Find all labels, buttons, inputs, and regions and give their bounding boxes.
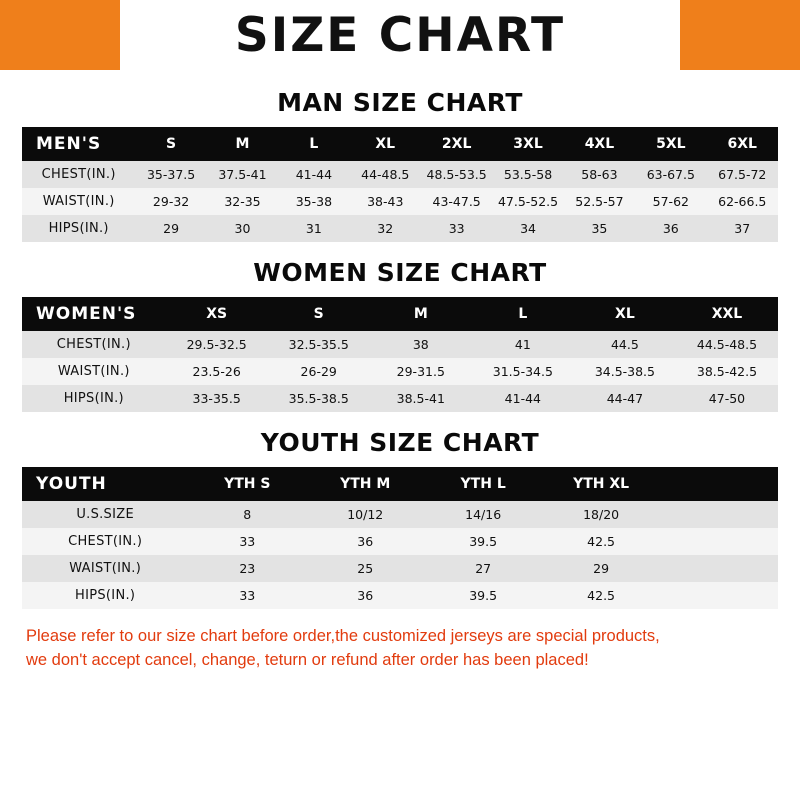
table-cell: 41-44	[472, 385, 574, 412]
table-cell: 35-38	[278, 188, 349, 215]
column-header: M	[370, 297, 472, 331]
table-cell: 42.5	[542, 528, 660, 555]
table-cell: 44-48.5	[350, 161, 421, 188]
table-cell: 10/12	[306, 501, 424, 528]
chart-content	[0, 70, 800, 800]
column-header: 2XL	[421, 127, 492, 161]
section-title-man: MAN SIZE CHART	[277, 88, 523, 117]
table-cell: 43-47.5	[421, 188, 492, 215]
column-header: YTH L	[424, 467, 542, 501]
table-header-row	[22, 467, 778, 501]
column-header: S	[135, 127, 206, 161]
row-label: WAIST(IN.)	[22, 555, 188, 582]
header-banner	[0, 0, 800, 70]
table-cell: 29	[135, 215, 206, 242]
column-header: MEN'S	[22, 127, 135, 161]
table-cell: 38.5-41	[370, 385, 472, 412]
column-header: L	[472, 297, 574, 331]
banner-left-accent	[0, 0, 120, 70]
table-row	[22, 582, 778, 609]
table-cell: 23.5-26	[166, 358, 268, 385]
table-cell: 57-62	[635, 188, 706, 215]
table-cell: 29-32	[135, 188, 206, 215]
column-header: 5XL	[635, 127, 706, 161]
section-women	[22, 244, 778, 412]
page-title: SIZE CHART	[234, 7, 566, 63]
column-header: XXL	[676, 297, 778, 331]
table-cell: 39.5	[424, 528, 542, 555]
table-row	[22, 385, 778, 412]
section-title-youth: YOUTH SIZE CHART	[260, 428, 540, 457]
table-cell: 44.5	[574, 331, 676, 358]
table-cell: 67.5-72	[707, 161, 778, 188]
column-header: 4XL	[564, 127, 635, 161]
table-cell: 42.5	[542, 582, 660, 609]
table-cell: 38.5-42.5	[676, 358, 778, 385]
table-cell: 35	[564, 215, 635, 242]
table-cell: 52.5-57	[564, 188, 635, 215]
table-cell: 25	[306, 555, 424, 582]
row-label: HIPS(IN.)	[22, 582, 188, 609]
table-cell	[660, 555, 778, 582]
column-header: YTH S	[188, 467, 306, 501]
table-cell: 63-67.5	[635, 161, 706, 188]
table-cell: 29.5-32.5	[166, 331, 268, 358]
column-header: 3XL	[492, 127, 563, 161]
table-man-size	[22, 127, 778, 242]
row-label: WAIST(IN.)	[22, 358, 166, 385]
table-cell: 36	[306, 582, 424, 609]
note-line-2: we don't accept cancel, change, teturn or refund after order has been placed!	[26, 650, 589, 669]
table-youth-size	[22, 467, 778, 609]
table-cell: 27	[424, 555, 542, 582]
column-header: XL	[350, 127, 421, 161]
table-cell: 47-50	[676, 385, 778, 412]
table-row	[22, 188, 778, 215]
table-cell: 48.5-53.5	[421, 161, 492, 188]
table-cell: 62-66.5	[707, 188, 778, 215]
banner-right-accent	[680, 0, 800, 70]
table-cell: 32	[350, 215, 421, 242]
row-label: CHEST(IN.)	[22, 528, 188, 555]
table-row	[22, 331, 778, 358]
table-cell: 32-35	[207, 188, 278, 215]
row-label: CHEST(IN.)	[22, 331, 166, 358]
table-row	[22, 501, 778, 528]
column-header: XL	[574, 297, 676, 331]
table-cell: 29-31.5	[370, 358, 472, 385]
row-label: HIPS(IN.)	[22, 215, 135, 242]
table-cell: 35.5-38.5	[268, 385, 370, 412]
table-cell: 44.5-48.5	[676, 331, 778, 358]
column-header	[660, 467, 778, 501]
table-cell: 41	[472, 331, 574, 358]
column-header: WOMEN'S	[22, 297, 166, 331]
table-header-row	[22, 297, 778, 331]
table-cell: 44-47	[574, 385, 676, 412]
table-cell: 33	[421, 215, 492, 242]
note-line-1: Please refer to our size chart before order,the customized jerseys are special products,	[26, 627, 660, 645]
table-cell: 53.5-58	[492, 161, 563, 188]
column-header: 6XL	[707, 127, 778, 161]
table-cell: 35-37.5	[135, 161, 206, 188]
table-row	[22, 161, 778, 188]
section-title-women: WOMEN SIZE CHART	[253, 258, 547, 287]
table-cell: 37.5-41	[207, 161, 278, 188]
table-cell: 41-44	[278, 161, 349, 188]
table-cell: 23	[188, 555, 306, 582]
table-cell: 33-35.5	[166, 385, 268, 412]
column-header: YOUTH	[22, 467, 188, 501]
table-cell: 18/20	[542, 501, 660, 528]
column-header: YTH XL	[542, 467, 660, 501]
order-policy-note	[22, 625, 778, 673]
column-header: YTH M	[306, 467, 424, 501]
table-cell: 34	[492, 215, 563, 242]
table-row	[22, 528, 778, 555]
table-cell: 39.5	[424, 582, 542, 609]
table-row	[22, 555, 778, 582]
table-cell: 38	[370, 331, 472, 358]
row-label: CHEST(IN.)	[22, 161, 135, 188]
section-man	[22, 74, 778, 242]
table-cell	[660, 528, 778, 555]
table-women-size	[22, 297, 778, 412]
table-cell: 26-29	[268, 358, 370, 385]
table-cell: 47.5-52.5	[492, 188, 563, 215]
table-cell: 38-43	[350, 188, 421, 215]
table-row	[22, 358, 778, 385]
column-header: S	[268, 297, 370, 331]
column-header: L	[278, 127, 349, 161]
table-cell: 36	[635, 215, 706, 242]
table-cell	[660, 582, 778, 609]
table-cell: 34.5-38.5	[574, 358, 676, 385]
table-cell: 31	[278, 215, 349, 242]
table-cell: 33	[188, 582, 306, 609]
table-cell: 32.5-35.5	[268, 331, 370, 358]
column-header: XS	[166, 297, 268, 331]
row-label: U.S.SIZE	[22, 501, 188, 528]
table-cell: 58-63	[564, 161, 635, 188]
section-youth	[22, 414, 778, 609]
table-cell: 8	[188, 501, 306, 528]
row-label: HIPS(IN.)	[22, 385, 166, 412]
table-cell	[660, 501, 778, 528]
table-row	[22, 215, 778, 242]
table-cell: 33	[188, 528, 306, 555]
table-cell: 31.5-34.5	[472, 358, 574, 385]
table-cell: 14/16	[424, 501, 542, 528]
table-cell: 30	[207, 215, 278, 242]
row-label: WAIST(IN.)	[22, 188, 135, 215]
table-header-row	[22, 127, 778, 161]
column-header: M	[207, 127, 278, 161]
table-cell: 36	[306, 528, 424, 555]
table-cell: 29	[542, 555, 660, 582]
table-cell: 37	[707, 215, 778, 242]
